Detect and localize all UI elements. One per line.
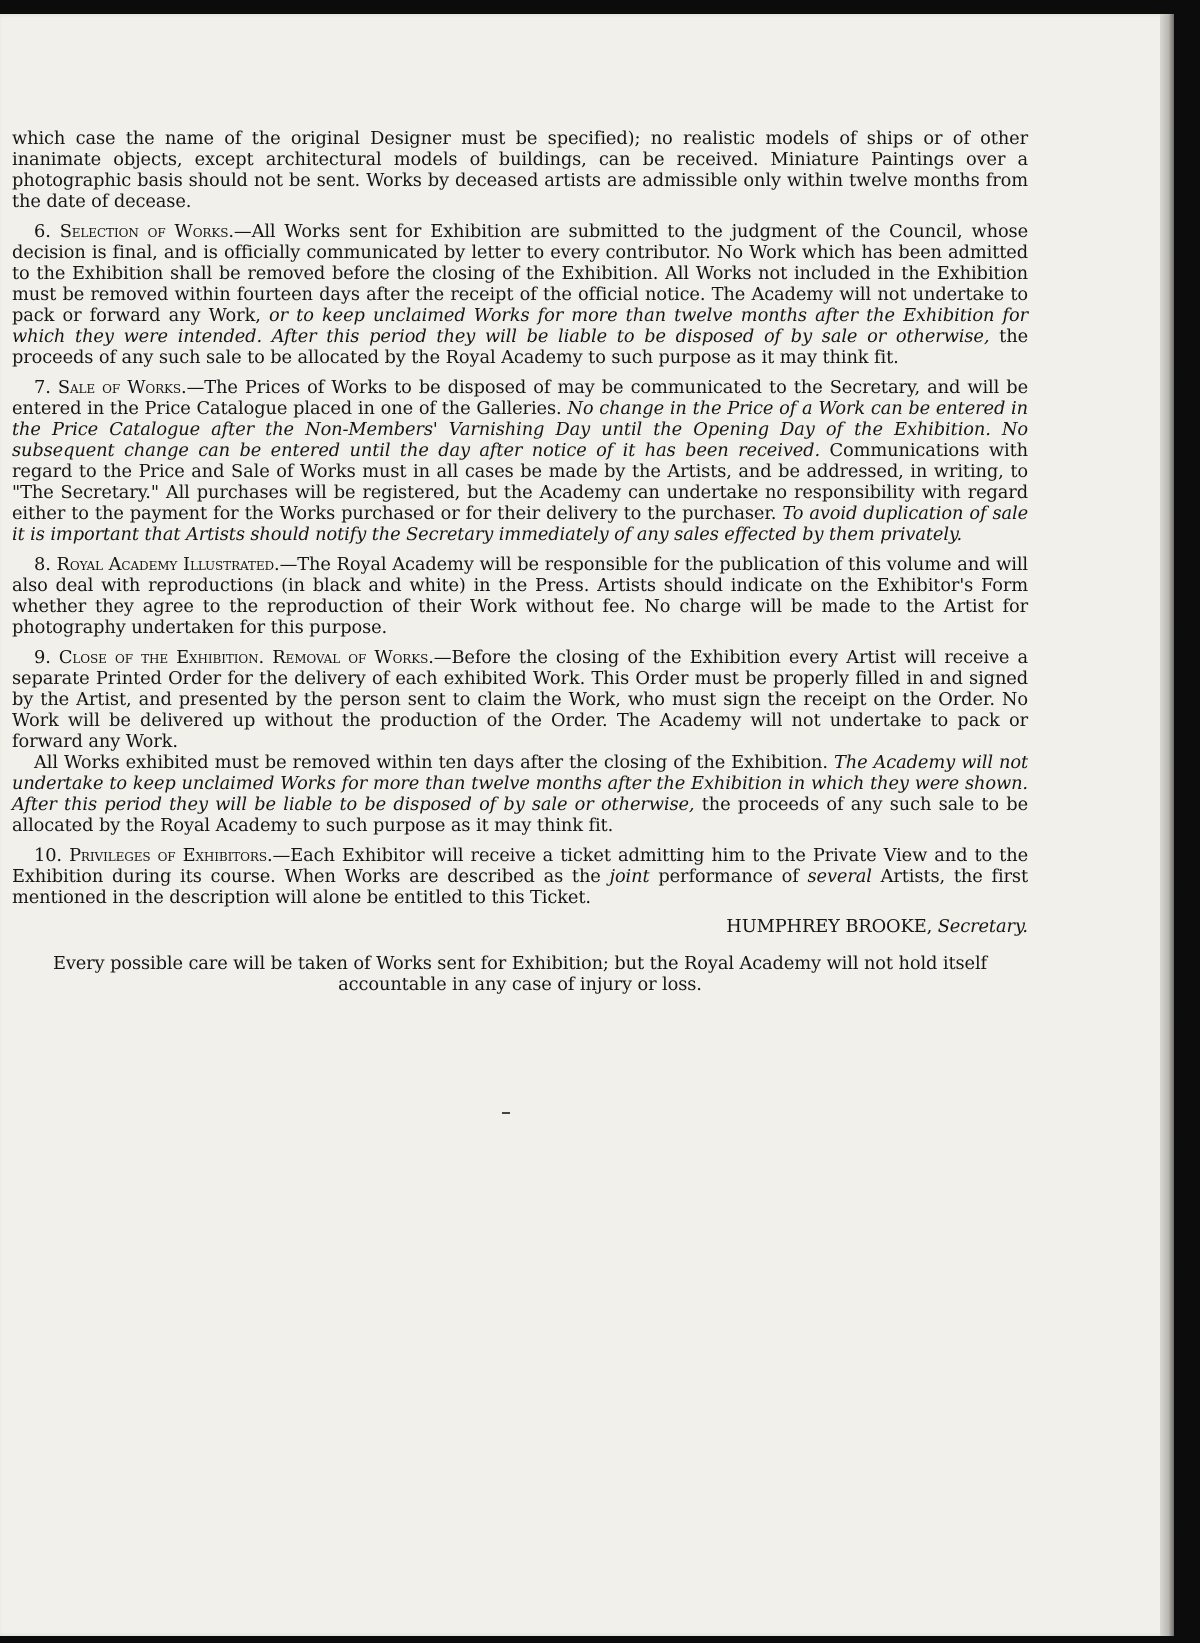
- section-7: 7. Sale of Works.—The Prices of Works to be disposed of may be communicated to the Secretary, and will be entered in the Price Catalogue placed in one of the Galleries. No change in the Price of a Work can be entered in the Price Catalogue after the Non-Members' Varnishing Day until the Opening Day of the Exhibition. No subsequent change can be entered until the day after notice of it has been received. Communications with regard to the Price and Sale of Works must in all cases be made by the Artists, and be addressed, in writing, to "The Secretary." All purchases will be registered, but the Academy can undertake no responsibility with regard either to the payment for the Works purchased or for their delivery to the purchaser. To avoid duplication of sale it is important that Artists should notify the Secretary immediately of any sales effected by them privately.: [12, 377, 1029, 545]
- section-7-heading: Sale of Works.: [57, 377, 187, 398]
- page-edge: [1160, 14, 1174, 1636]
- small-dash-mark: [502, 1112, 510, 1114]
- section-10: 10. Privileges of Exhibitors.—Each Exhibitor will receive a ticket admitting him to the Private View and to the Exhibition during its course. When Works are described as the joint performance of several Artists, the first mentioned in the description will alone be entitled to this Ticket.: [12, 845, 1029, 908]
- section-9-heading: Close of the Exhibition.: [58, 647, 265, 668]
- section-6: 6. Selection of Works.—All Works sent for Exhibition are submitted to the judgment of the Council, whose decision is final, and is officially communicated by letter to every contributor. No Work which has been admitted to the Exhibition shall be removed before the closing of the Exhibition. All Works not included in the Exhibition must be removed within fourteen days after the receipt of the official notice. The Academy will not undertake to pack or forward any Work, or to keep unclaimed Works for more than twelve months after the Exhibition for which they were intended. After this period they will be liable to be disposed of by sale or otherwise, the proceeds of any such sale to be allocated by the Royal Academy to such purpose as it may think fit.: [12, 221, 1028, 368]
- intro-paragraph: which case the name of the original Designer must be specified); no realistic models of ships or of other inanimate objects, except architectural models of buildings, can be received. Miniature Paintings over a photographic basis should not be sent. Works by deceased artists are admissible only within twelve months from the date of decease.: [12, 128, 1028, 212]
- section-9: 9. Close of the Exhibition. Removal of Works.—Before the closing of the Exhibition every Artist will receive a separate Printed Order for the delivery of each exhibited Work. This Order must be properly filled in and signed by the Artist, and presented by the person sent to claim the Work, who must sign the receipt on the Order. No Work will be delivered up without the production of the Order. The Academy will not undertake to pack or forward any Work.: [12, 647, 1028, 752]
- signature: [12, 916, 1028, 937]
- section-8: 8. Royal Academy Illustrated.—The Royal Academy will be responsible for the publication of this volume and will also deal with reproductions (in black and white) in the Press. Artists should indicate on the Exhibitor's Form whether they agree to the reproduction of their Work without fee. No charge will be made to the Artist for photography undertaken for this purpose.: [12, 554, 1028, 638]
- signature-name: HUMPHREY BROOKE,: [726, 916, 933, 937]
- section-6-heading: Selection of Works.: [59, 221, 234, 242]
- section-9-heading-2: Removal of Works.: [272, 647, 434, 668]
- section-8-heading: Royal Academy Illustrated.: [56, 554, 280, 575]
- signature-title: Secretary.: [937, 916, 1028, 937]
- document-body: [12, 128, 1028, 995]
- closing-notice: Every possible care will be taken of Works sent for Exhibition; but the Royal Academy will not hold itself accountable in any case of injury or loss.: [52, 953, 988, 995]
- section-9-paragraph-2: All Works exhibited must be removed within ten days after the closing of the Exhibition. The Academy will not undertake to keep unclaimed Works for more than twelve months after the Exhibition in which they were shown. After this period they will be liable to be disposed of by sale or otherwise, the proceeds of any such sale to be allocated by the Royal Academy to such purpose as it may think fit.: [12, 752, 1028, 836]
- section-10-heading: Privileges of Exhibitors.: [69, 845, 273, 866]
